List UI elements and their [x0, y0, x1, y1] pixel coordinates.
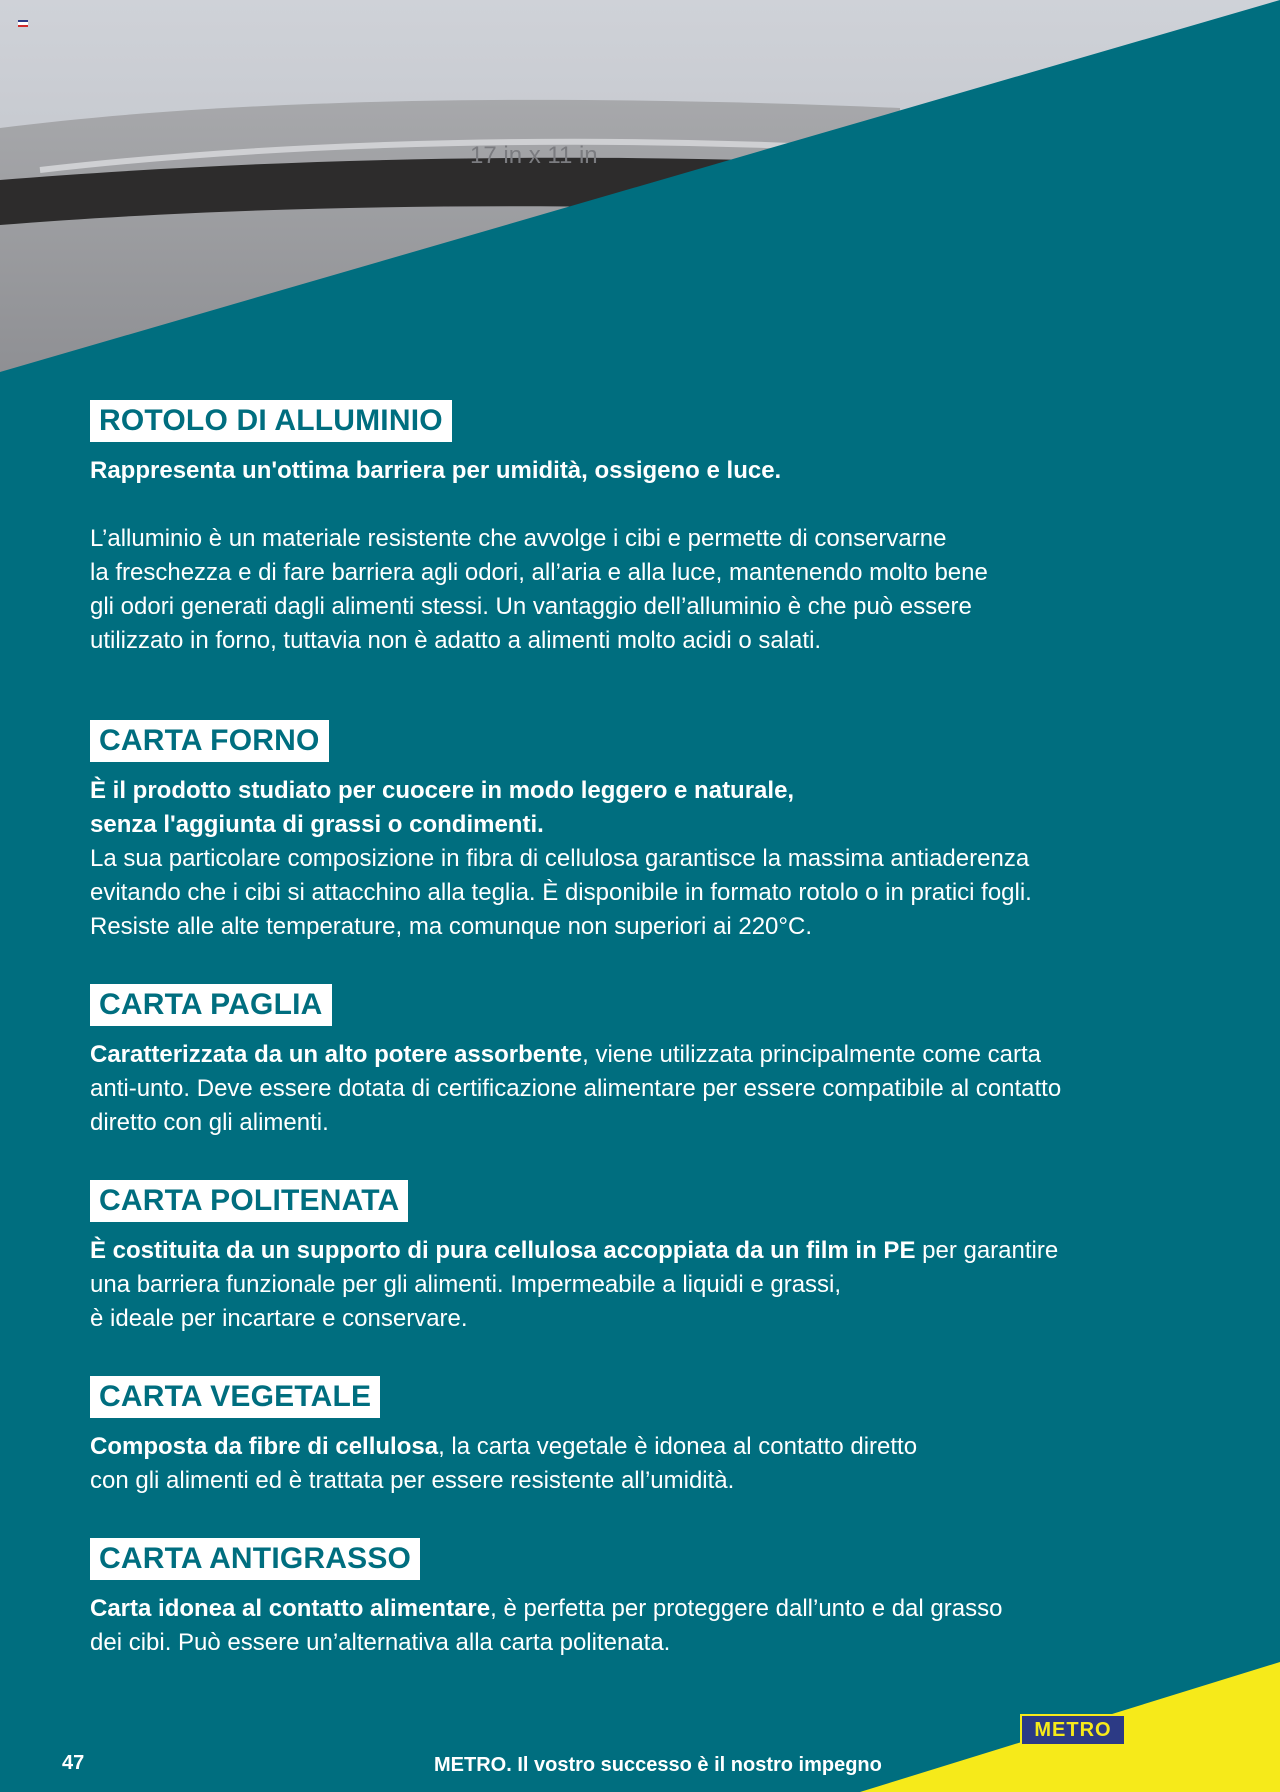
section-after-strong: per garantire [915, 1237, 1059, 1264]
section-carta-forno [90, 720, 1200, 944]
body-line: una barriera funzionale per gli alimenti. Impermeabile a liquidi e grassi, [90, 1271, 842, 1298]
tray-label: 17 in x 11 in [470, 142, 598, 169]
body-line [90, 1430, 1200, 1464]
section-lead: senza l'aggiunta di grassi o condimenti. [90, 811, 544, 838]
content-area [90, 400, 1200, 1700]
body-line [90, 1592, 1200, 1626]
section-heading: CARTA PAGLIA [90, 984, 332, 1026]
section-heading: CARTA VEGETALE [90, 1376, 380, 1418]
section-lead: È il prodotto studiato per cuocere in modo leggero e naturale, [90, 777, 795, 804]
section-heading: CARTA ANTIGRASSO [90, 1538, 420, 1580]
section-strong: Carta idonea al contatto alimentare [90, 1595, 491, 1622]
section-carta-antigrasso [90, 1538, 1200, 1660]
body-line: dei cibi. Può essere un’alternativa alla carta politenata. [90, 1629, 671, 1656]
body-line: utilizzato in forno, tuttavia non è adatto a alimenti molto acidi o salati. [90, 627, 822, 654]
section-strong: Composta da fibre di cellulosa [90, 1433, 439, 1460]
section-strong: È costituita da un supporto di pura cellulosa accoppiata da un film in PE [90, 1237, 916, 1264]
body-line: gli odori generati dagli alimenti stessi. Un vantaggio dell’alluminio è che può essere [90, 593, 972, 620]
body-line [90, 1038, 1200, 1072]
section-heading: CARTA FORNO [90, 720, 329, 762]
page-number: 47 [62, 1752, 85, 1774]
flag-icon [18, 20, 28, 27]
body-line [90, 1234, 1200, 1268]
body-line: anti-unto. Deve essere dotata di certificazione alimentare per essere compatibile al contatto [90, 1075, 1062, 1102]
section-strong: Caratterizzata da un alto potere assorbente [90, 1041, 583, 1068]
metro-logo-text: METRO [1034, 1718, 1112, 1741]
body-line: diretto con gli alimenti. [90, 1109, 329, 1136]
section-lead: Rappresenta un'ottima barriera per umidità, ossigeno e luce. [90, 457, 782, 484]
section-after-strong: , viene utilizzata principalmente come carta [582, 1041, 1042, 1068]
body-line: L’alluminio è un materiale resistente che avvolge i cibi e permette di conservarne [90, 525, 947, 552]
body-line: con gli alimenti ed è trattata per essere resistente all’umidità. [90, 1467, 735, 1494]
section-carta-paglia [90, 984, 1200, 1140]
body-line: evitando che i cibi si attacchino alla teglia. È disponibile in formato rotolo o in pratici fogli. [90, 879, 1032, 906]
section-rotolo-alluminio [90, 400, 1200, 658]
body-line: la freschezza e di fare barriera agli odori, all’aria e alla luce, mantenendo molto bene [90, 559, 988, 586]
section-heading: ROTOLO DI ALLUMINIO [90, 400, 452, 442]
body-line: La sua particolare composizione in fibra di cellulosa garantisce la massima antiaderenza [90, 845, 1030, 872]
section-after-strong: , è perfetta per proteggere dall’unto e dal grasso [490, 1595, 1003, 1622]
footer-tagline: METRO. Il vostro successo è il nostro impegno [434, 1754, 882, 1776]
metro-logo [1020, 1714, 1126, 1746]
section-after-strong: , la carta vegetale è idonea al contatto diretto [438, 1433, 918, 1460]
body-line: Resiste alle alte temperature, ma comunque non superiori ai 220°C. [90, 913, 812, 940]
section-heading: CARTA POLITENATA [90, 1180, 408, 1222]
hero-image [0, 0, 1280, 380]
section-carta-vegetale [90, 1376, 1200, 1498]
body-line: è ideale per incartare e conservare. [90, 1305, 468, 1332]
section-carta-politenata [90, 1180, 1200, 1336]
